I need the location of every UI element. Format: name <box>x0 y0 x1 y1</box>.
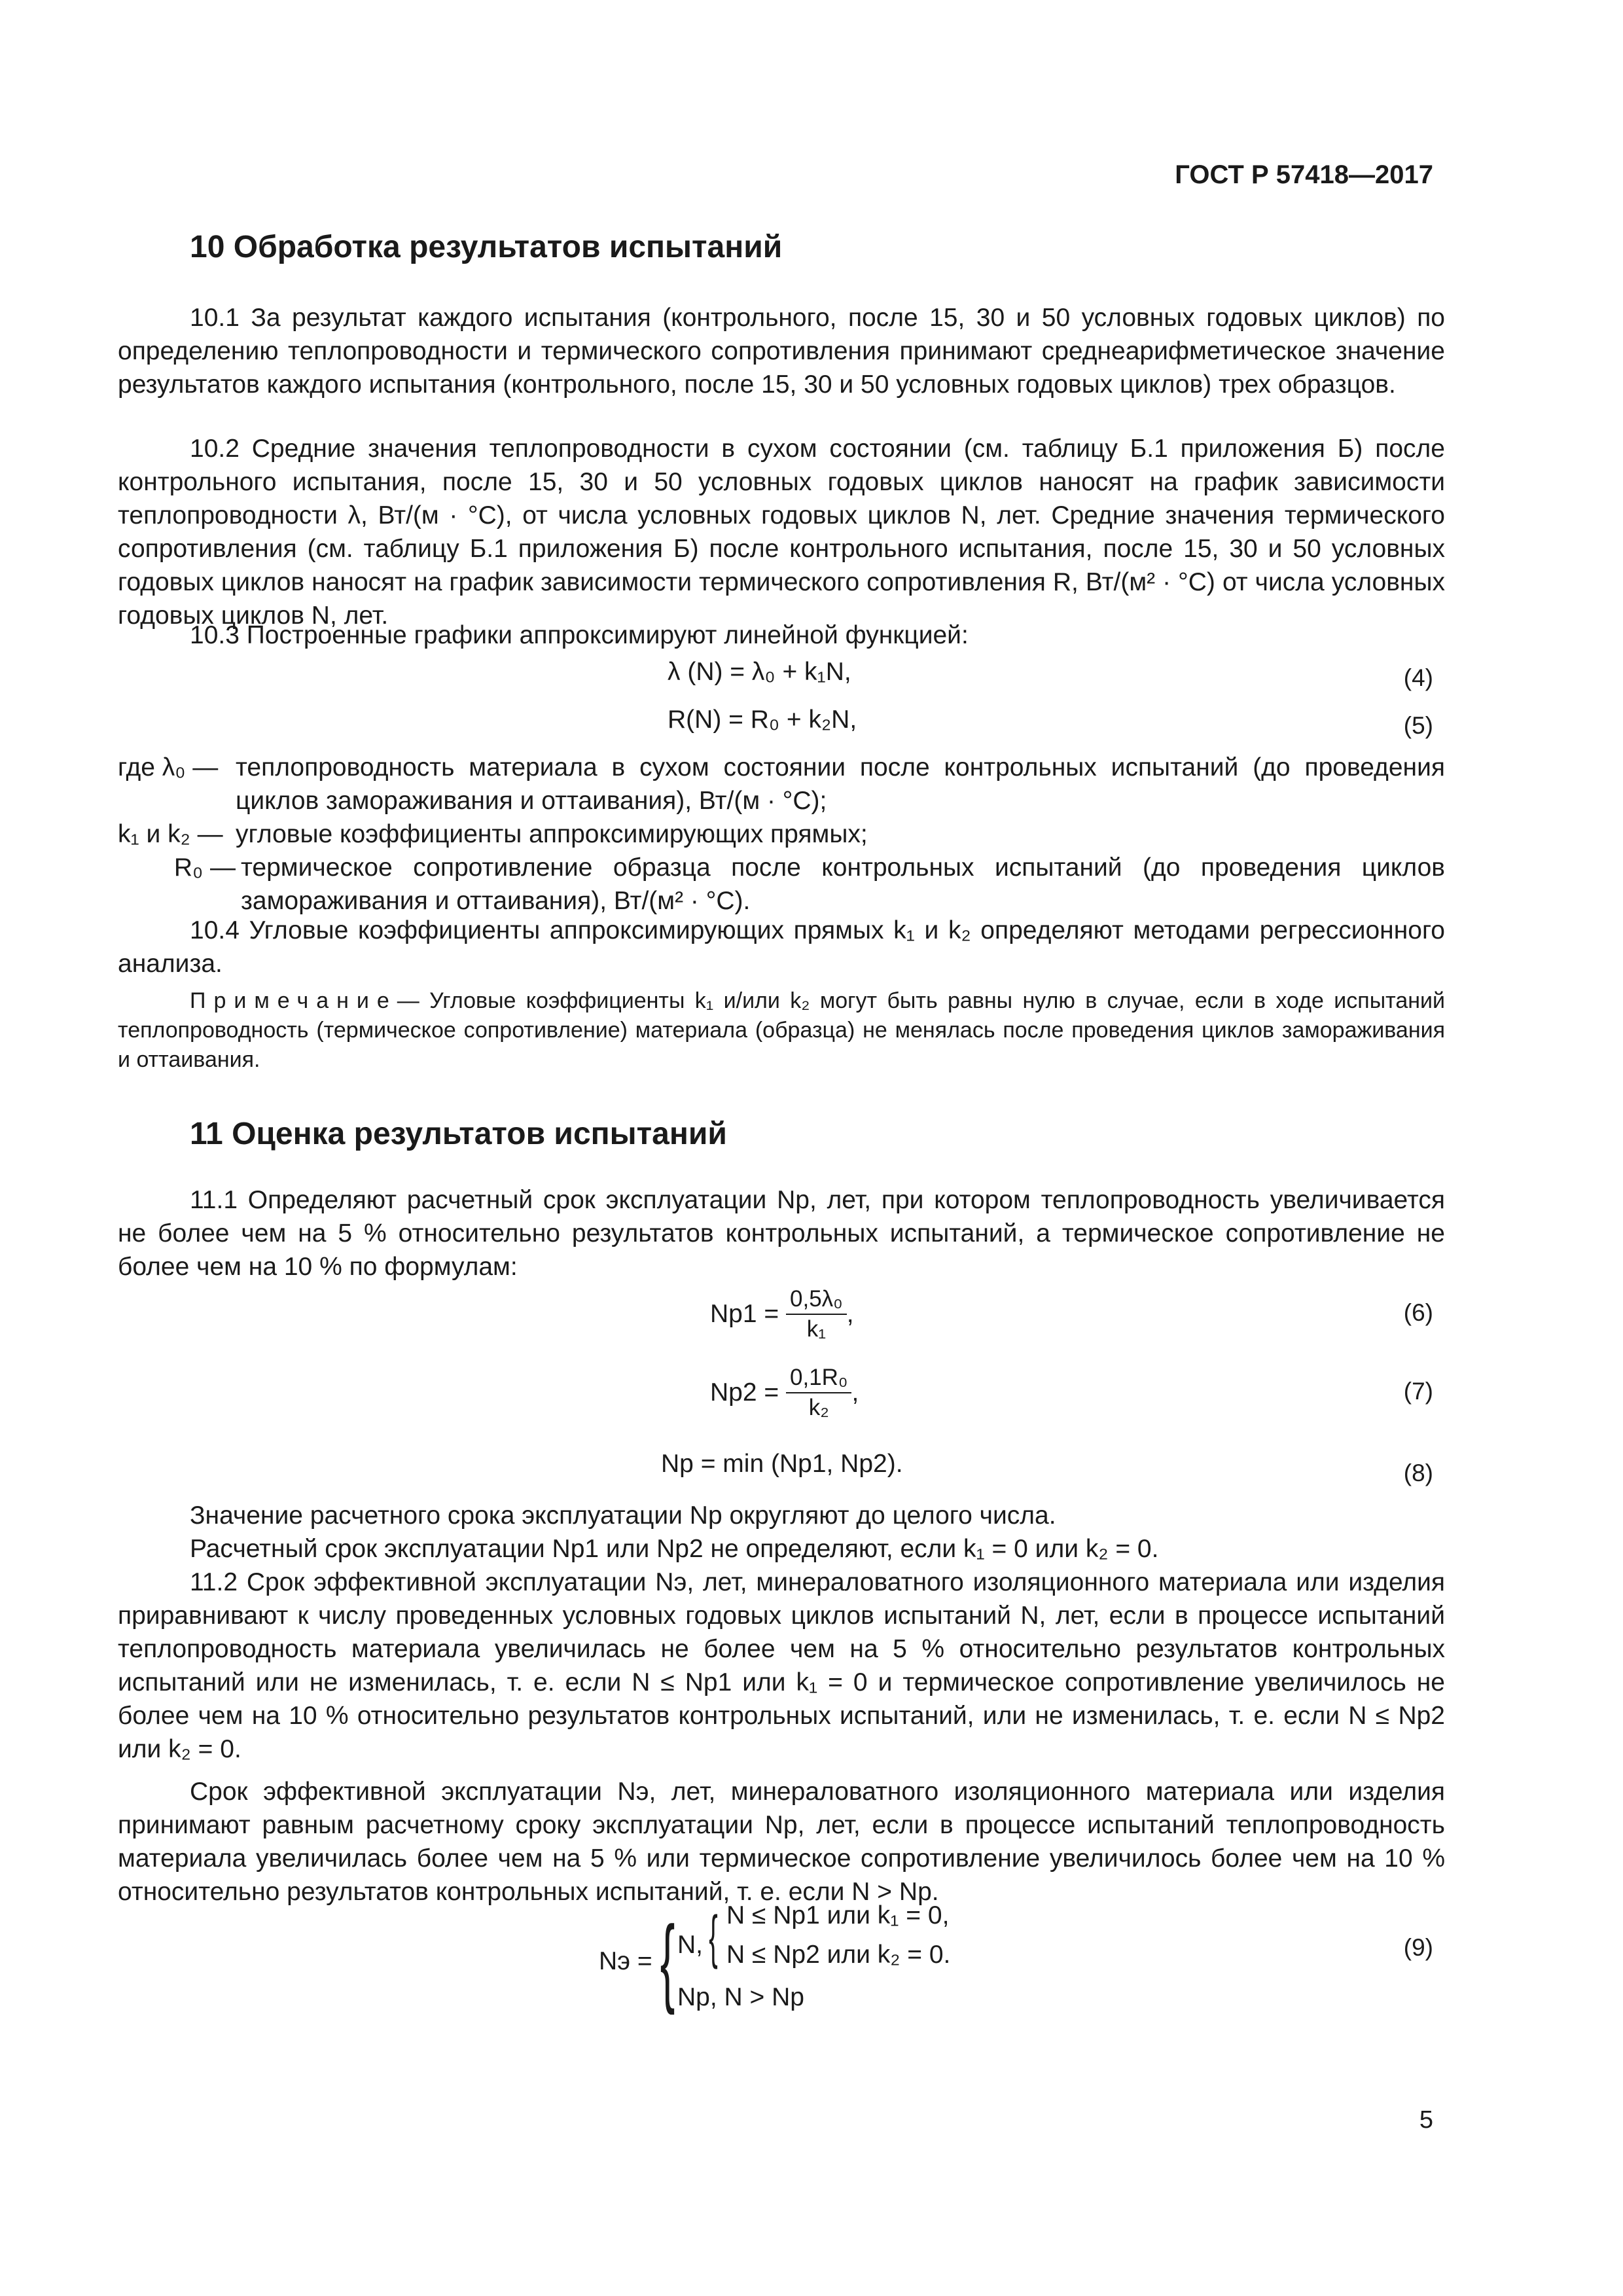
paragraph-11-2: 11.2 Срок эффективной эксплуатации Nэ, лет, минераловатного изоляционного материала или изделия приравнивают к числу проведенных условных годовых циклов испытаний N, лет, если в процессе испытаний теплопроводность материала увеличилась не более чем на 5 % относительно результатов контрольных испытаний или не изменилась, т. е. если N ≤ Nр1 или k₁ = 0 и термическое сопротивление увеличилось не более чем на 10 % относительно результатов контрольных испытаний, или не изменилась, т. е. если N ≤ Nр2 или k₂ = 0. <box>118 1568 1445 1763</box>
equation-6-number: (6) <box>1403 1299 1433 1326</box>
equation-9-lhs: Nэ = <box>599 1947 652 1975</box>
equation-6-fraction: $\frac{\text{0,5λ₀}}{\text{k₁}}$ <box>786 1286 847 1342</box>
equation-7-number: (7) <box>1403 1378 1433 1405</box>
equation-6: Nр1 = $\frac{\text{0,5λ₀}}{\text{k₁}}$ , <box>710 1286 854 1342</box>
equation-9-inner-brace: { <box>709 1905 718 1970</box>
paragraph-10-2: 10.2 Средние значения теплопроводности в сухом состоянии (см. таблицу Б.1 приложения Б) после контрольного испытания, после 15, 30 и 50 условных годовых циклов наносят на график зависимости теплопроводности λ, Вт/(м · °С), от числа условных годовых циклов N, лет. Средние значения термического сопротивления (см. таблицу Б.1 приложения Б) после контрольного испытания, после 15, 30 и 50 условных годовых циклов наносят на график зависимости термического сопротивления R, Вт/(м² · °С) от числа условных годовых циклов N, лет. <box>118 435 1445 630</box>
equation-9-case-3: Nр, N > Nр <box>677 1983 804 2011</box>
equation-5-number: (5) <box>1403 712 1433 739</box>
paragraph-10-4: 10.4 Угловые коэффициенты аппроксимирующих прямых k₁ и k₂ определяют методами регрессионного анализа. <box>118 916 1445 978</box>
definition-text: теплопроводность материала в сухом состоянии после контрольных испытаний (до проведения циклов замораживания и оттаивания), Вт/(м · °С); <box>236 753 1445 815</box>
definitions-list <box>118 751 1445 918</box>
equation-8-number: (8) <box>1403 1460 1433 1486</box>
equation-8: Nр = min (Nр1, Nр2). <box>661 1450 903 1478</box>
equation-7: Nр2 = $\frac{\text{0,1R₀}}{\text{k₂}}$ , <box>710 1365 859 1420</box>
note-label: Примечание <box>190 988 397 1013</box>
equation-9-outer-brace: { <box>660 1905 675 2015</box>
equation-4: λ (N) = λ₀ + k₁N, <box>668 658 851 686</box>
definition-row <box>118 851 1445 918</box>
definition-term: k₁ и k₂ — <box>118 820 223 848</box>
equation-9-number: (9) <box>1403 1934 1433 1961</box>
paragraph-11-1: 11.1 Определяют расчетный срок эксплуатации Nр, лет, при котором теплопроводность увеличивается не более чем на 5 % относительно результатов контрольных испытаний, а термическое сопротивление не более чем на 10 % по формулам: <box>118 1186 1445 1281</box>
paragraph-10-1: 10.1 За результат каждого испытания (контрольного, после 15, 30 и 50 условных годовых циклов) по определению теплопроводности и термического сопротивления принимают среднеарифметическое значение результатов каждого испытания (контрольного, после 15, 30 и 50 условных годовых циклов) трех образцов. <box>118 304 1445 399</box>
section-11-title: 11 Оценка результатов испытаний <box>190 1117 727 1151</box>
equation-7-fraction: $\frac{\text{0,1R₀}}{\text{k₂}}$ <box>786 1365 851 1421</box>
document-header: ГОСТ Р 57418—2017 <box>1175 160 1433 189</box>
equation-4-number: (4) <box>1403 664 1433 691</box>
section-10-title: 10 Обработка результатов испытаний <box>190 230 783 264</box>
definition-text: термическое сопротивление образца после контрольных испытаний (до проведения циклов замораживания и оттаивания), Вт/(м² · °С). <box>241 853 1445 915</box>
equation-9-case-2: N ≤ Nр2 или k₂ = 0. <box>726 1941 951 1969</box>
definition-row <box>118 817 1445 851</box>
not-defined-text: Расчетный срок эксплуатации Nр1 или Nр2 не определяют, если k₁ = 0 или k₂ = 0. <box>190 1535 1159 1563</box>
equation-9 <box>599 1901 1070 2032</box>
definition-where: где λ₀ — <box>118 753 219 781</box>
paragraph-11-2b: Срок эффективной эксплуатации Nэ, лет, минераловатного изоляционного материала или изделия принимают равным расчетному сроку эксплуатации Nр, лет, если в процессе испытаний теплопроводность материала увеличилась более чем на 5 % или термическое сопротивление увеличилось более чем на 10 % относительно результатов контрольных испытаний, т. е. если N > Nр. <box>118 1778 1445 1906</box>
rounding-text: Значение расчетного срока эксплуатации Nр округляют до целого числа. <box>190 1501 1056 1530</box>
equation-9-case-1: N ≤ Nр1 или k₁ = 0, <box>726 1901 950 1929</box>
page-number: 5 <box>1419 2106 1433 2134</box>
definition-row <box>118 751 1445 817</box>
paragraph-10-3: 10.3 Построенные графики аппроксимируют линейной функцией: <box>190 621 969 649</box>
definition-term: R₀ — <box>173 853 236 882</box>
note-text: — Угловые коэффициенты k₁ и/или k₂ могут быть равны нулю в случае, если в ходе испытаний теплопроводность (термическое сопротивление) материала (образца) не менялась после проведения циклов замораживания и оттаивания. <box>118 988 1445 1072</box>
definition-text: угловые коэффициенты аппроксимирующих прямых; <box>236 820 868 848</box>
equation-5: R(N) = R₀ + k₂N, <box>668 706 857 734</box>
equation-9-n: N, <box>677 1931 703 1959</box>
note-block <box>118 986 1445 1075</box>
